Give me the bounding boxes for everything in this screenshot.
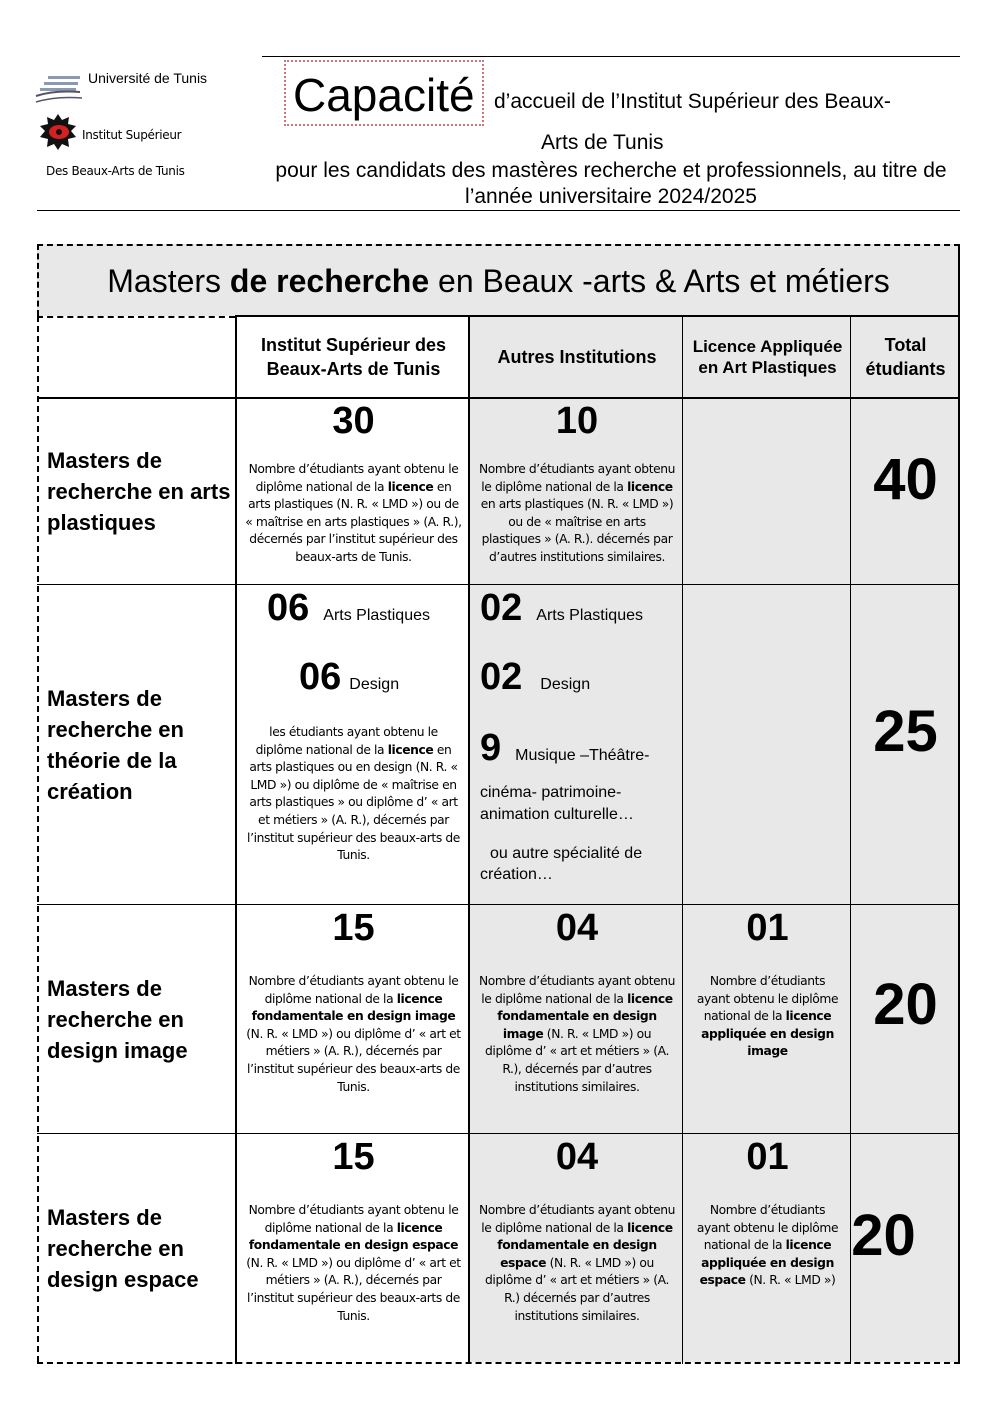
banner-suffix: en Beaux -arts & Arts et métiers: [429, 263, 890, 299]
capacity-table: [37, 244, 960, 1364]
autres-description: Nombre d’étudiants ayant obtenu le diplôme national de la licence en arts plastiques (N. R. « LMD ») ou de « maîtrise en arts plastiques » (A. R.). décernés par d’autres institutions similaires.: [478, 462, 676, 564]
table-row: [237, 905, 470, 1134]
header-bottom-rule: [37, 210, 960, 211]
isba-description: Nombre d’étudiants ayant obtenu le diplôme national de la licence en arts plastiques (N. R. « LMD ») ou de « maîtrise en arts plastiques » (A. R.), décernés par l’institut supérieur des beaux-arts de Tunis.: [245, 462, 462, 564]
institute-name-line1: Institut Supérieur: [82, 128, 182, 142]
isba-description: Nombre d’étudiants ayant obtenu le diplôme national de la licence fondamentale en design espace (N. R. « LMD ») ou diplôme d’ « art et métiers » (A. R.), décernés par l’institut supérieur des beaux-arts de Tunis.: [246, 1203, 461, 1323]
autres-count: 04: [555, 907, 599, 949]
banner-prefix: Masters: [107, 263, 230, 299]
list-item: 06 Arts Plastiques: [267, 587, 430, 629]
row-divider: [37, 904, 960, 905]
row-header-theorie-creation: Masters de recherche en théorie de la création: [47, 686, 184, 804]
total-cell: [851, 1134, 960, 1362]
col-header-isba: Institut Supérieur des Beaux-Arts de Tunis: [260, 335, 447, 379]
title-line2: Arts de Tunis: [541, 131, 664, 154]
table-right-border: [958, 244, 960, 1364]
header-top-rule: [262, 56, 960, 57]
autres-description: Nombre d’étudiants ayant obtenu le diplôme national de la licence fondamentale en design espace (N. R. « LMD ») ou diplôme d’ « art et métiers » (A. R.) décernés par d’autres institutions similaires.: [478, 1203, 676, 1323]
licence-count: 01: [746, 1136, 789, 1178]
table-row: [684, 905, 851, 1134]
row-divider: [37, 584, 960, 585]
col-divider: [468, 316, 470, 1364]
col-divider: [235, 316, 237, 1364]
isba-count: 15: [332, 1136, 375, 1178]
title-line3: pour les candidats des mastères recherche et professionnels, au titre de l’année universitaire 2024/2025: [275, 159, 947, 208]
total-cell: [851, 585, 960, 905]
autres-extra-line1: cinéma- patrimoine-: [480, 784, 622, 801]
total-cell: [851, 398, 960, 585]
isba-description: les étudiants ayant obtenu le diplôme national de la licence en arts plastiques ou en design (N. R. « LMD ») ou diplôme de « maîtrise en arts plastiques » ou diplôme d’ « art et métiers » (A. R.), décernés par l’institut supérieur des beaux-arts de Tunis.: [247, 725, 460, 863]
row-header-design-image: Masters de recherche en design image: [47, 976, 188, 1063]
total-value: 20: [873, 972, 938, 1037]
autres-extra-line3: ou autre spécialité de: [490, 845, 643, 862]
table-row: [237, 585, 470, 905]
table-left-border: [37, 316, 39, 1362]
table-row: [470, 1134, 684, 1362]
licence-description: Nombre d’étudiants ayant obtenu le diplôme national de la licence appliquée en design image: [696, 974, 839, 1059]
table-row: [470, 398, 684, 585]
isba-count: 30: [332, 400, 375, 442]
list-item: 02 Design: [480, 656, 591, 698]
autres-description: Nombre d’étudiants ayant obtenu le diplôme national de la licence fondamentale en design image (N. R. « LMD ») ou diplôme d’ « art et métiers » (A. R.), décernés par d’autres institutions similaires.: [478, 974, 676, 1094]
row-header-design-espace: Masters de recherche en design espace: [47, 1204, 199, 1292]
row-divider: [37, 316, 235, 318]
col-header-total: Total étudiants: [865, 335, 946, 379]
institute-name-line2: Des Beaux-Arts de Tunis: [46, 164, 185, 178]
row-divider: [37, 1133, 960, 1134]
total-cell: [851, 905, 960, 1134]
university-logo-icon: [34, 72, 84, 106]
autres-count: 04: [555, 1136, 599, 1178]
total-value: 25: [873, 699, 938, 764]
autres-extra-line2: animation culturelle…: [480, 806, 634, 823]
list-item: 02 Arts Plastiques: [480, 587, 643, 629]
table-row: [470, 585, 684, 905]
banner-bold: de recherche: [229, 263, 430, 299]
row-divider: [37, 397, 960, 399]
university-name: Université de Tunis: [88, 70, 208, 86]
total-value: 20: [851, 1203, 916, 1268]
table-row: [237, 398, 470, 585]
autres-count: 10: [555, 400, 599, 442]
col-divider: [850, 316, 851, 1364]
list-item: 9 Musique –Théâtre-: [480, 727, 650, 769]
title-word: Capacité: [293, 69, 475, 121]
autres-extra-line4: création…: [480, 866, 553, 883]
title-line1: d’accueil de l’Institut Supérieur des Beaux-: [494, 90, 891, 113]
table-row: [237, 1134, 470, 1362]
col-header-licence: Licence Appliquée en Art Plastiques: [692, 337, 843, 377]
isba-count: 15: [332, 907, 375, 949]
header-logos: [30, 66, 240, 196]
list-item: 06 Design: [299, 656, 400, 698]
col-header-autres: Autres Institutions: [497, 347, 657, 367]
table-row: [470, 905, 684, 1134]
institute-logo-icon: [38, 112, 78, 152]
col-divider: [682, 316, 683, 1364]
table-row: [684, 1134, 851, 1362]
table-banner: [37, 244, 960, 316]
total-value: 40: [873, 447, 938, 512]
licence-count: 01: [746, 907, 789, 949]
row-header-arts-plastiques: Masters de recherche en arts plastiques: [47, 448, 231, 535]
licence-description: Nombre d’étudiants ayant obtenu le diplôme national de la licence appliquée en design espace (N. R. « LMD »): [696, 1203, 839, 1288]
table-bottom-border: [37, 1362, 960, 1364]
row-divider: [235, 315, 960, 317]
isba-description: Nombre d’étudiants ayant obtenu le diplôme national de la licence fondamentale en design image (N. R. « LMD ») ou diplôme d’ « art et métiers » (A. R.), décernés par l’institut supérieur des beaux-arts de Tunis.: [246, 974, 461, 1094]
